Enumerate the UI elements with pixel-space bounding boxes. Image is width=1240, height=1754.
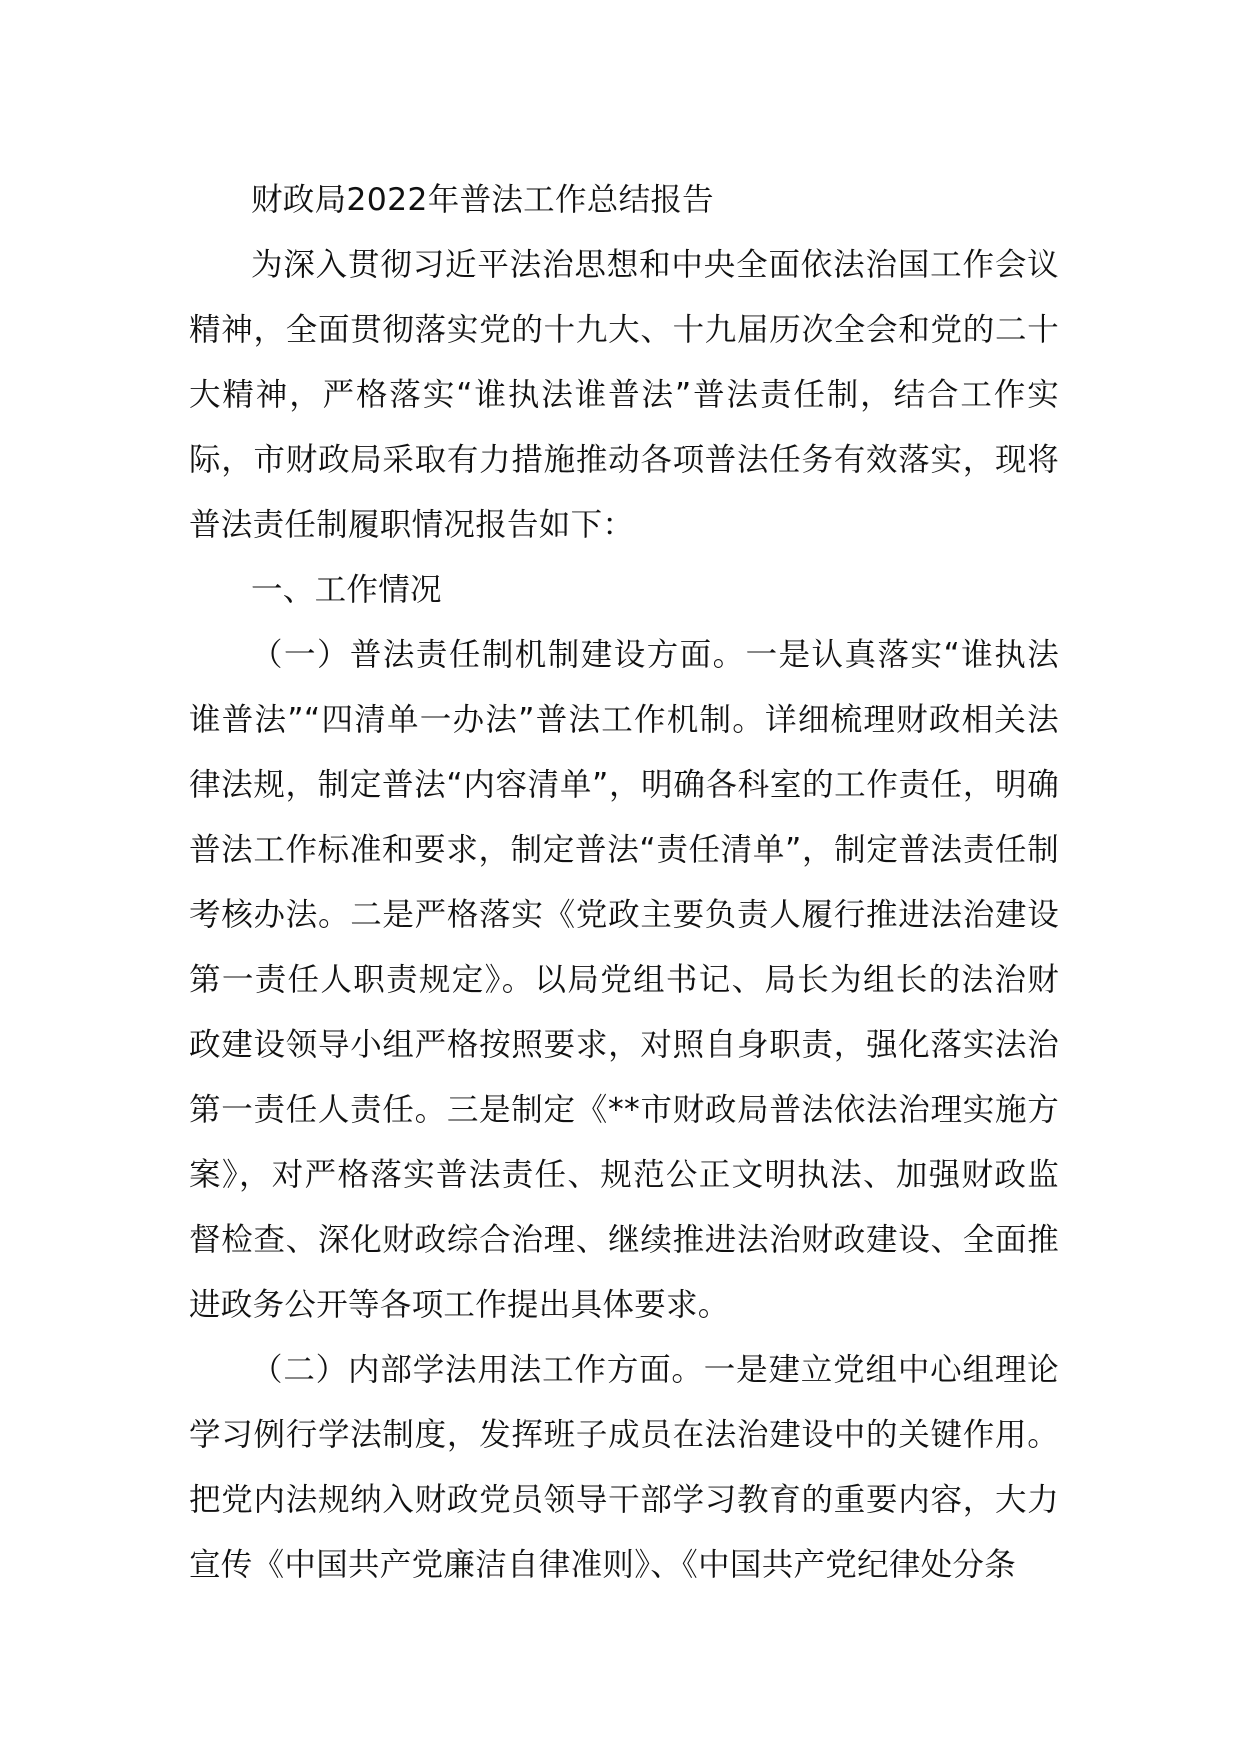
document-body [189, 168, 1059, 1598]
paragraph-section-2: （二）内部学法用法工作方面。一是建立党组中心组理论学习例行学法制度，发挥班子成员在法治建设中的关键作用。把党内法规纳入财政党员领导干部学习教育的重要内容，大力宣传《中国共产党廉洁自律准则》、《中国共产党纪律处分条 [189, 1352, 1059, 1583]
paragraph-section-1: （一）普法责任制机制建设方面。一是认真落实“谁执法谁普法”“四清单一办法”普法工作机制。详细梳理财政相关法律法规，制定普法“内容清单”，明确各科室的工作责任，明确普法工作标准和要求，制定普法“责任清单”，制定普法责任制考核办法。二是严格落实《党政主要负责人履行推进法治建设第一责任人职责规定》。以局党组书记、局长为组长的法治财政建设领导小组严格按照要求，对照自身职责，强化落实法治第一责任人责任。三是制定《**市财政局普法依法治理实施方案》，对严格落实普法责任、规范公正文明执法、加强财政监督检查、深化财政综合治理、继续推进法治财政建设、全面推进政务公开等各项工作提出具体要求。 [189, 637, 1059, 1323]
section-heading-work-status: 一、工作情况 [251, 572, 442, 608]
paragraph-intro: 为深入贯彻习近平法治思想和中央全面依法治国工作会议精神，全面贯彻落实党的十九大、十九届历次全会和党的二十大精神，严格落实“谁执法谁普法”普法责任制，结合工作实际，市财政局采取有力措施推动各项普法任务有效落实，现将普法责任制履职情况报告如下： [189, 247, 1059, 543]
document-title: 财政局2022年普法工作总结报告 [251, 182, 714, 218]
